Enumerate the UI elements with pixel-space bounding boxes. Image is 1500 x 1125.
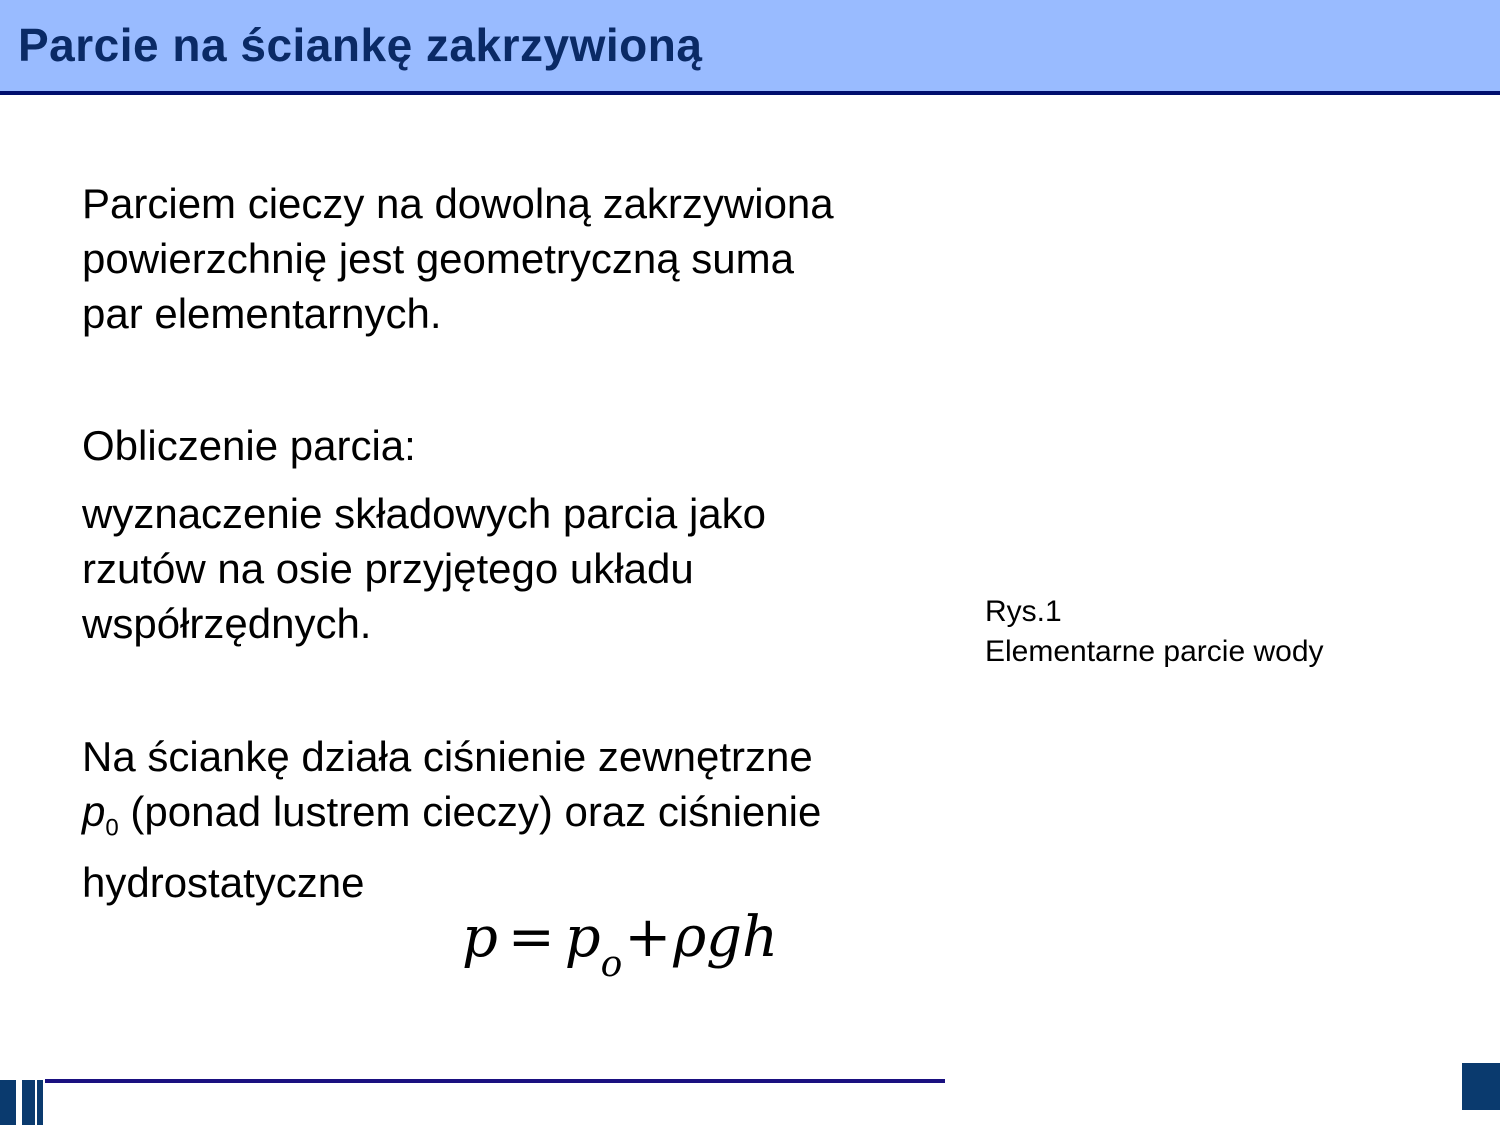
formula-lhs: p <box>462 905 498 970</box>
text-line <box>82 784 942 855</box>
formula-plus: + <box>624 905 672 970</box>
text-line: rzutów na osie przyjętego układu <box>82 545 694 592</box>
caption-text: Elementarne parcie wody <box>985 635 1324 668</box>
text-line: par elementarnych. <box>82 290 442 337</box>
p-subscript: 0 <box>105 814 119 842</box>
text-line: hydrostatyczne <box>82 859 365 907</box>
p-symbol: p <box>82 788 106 835</box>
text-line: wyznaczenie składowych parcia jako <box>82 490 766 537</box>
footer-divider <box>45 1079 945 1083</box>
pressure-formula <box>462 905 779 985</box>
text-line: Na ściankę działa ciśnienie zewnętrzne <box>82 733 813 780</box>
formula-equals: = <box>507 905 555 970</box>
paragraph-pressure <box>82 729 942 910</box>
figure-caption <box>985 592 1324 672</box>
calculation-heading: Obliczenie parcia: <box>82 422 416 469</box>
formula-p0: p <box>564 905 601 970</box>
slide-title: Parcie na ściankę zakrzywioną <box>18 19 703 71</box>
footer-bar <box>37 1080 43 1125</box>
paragraph-definition <box>82 176 942 341</box>
header-divider <box>0 91 1500 95</box>
footer-square <box>1462 1063 1500 1110</box>
text-line: powierzchnię jest geometryczną suma <box>82 235 794 282</box>
footer-bar <box>22 1080 35 1125</box>
text-line: Parciem cieczy na dowolną zakrzywiona <box>82 180 834 227</box>
caption-label: Rys.1 <box>985 595 1062 628</box>
formula-p0-subscript: o <box>600 944 623 985</box>
formula-rhs: ρgh <box>673 905 779 970</box>
text-span: (ponad lustrem cieczy) oraz ciśnienie <box>118 788 822 835</box>
paragraph-calculation <box>82 486 942 651</box>
text-line: współrzędnych. <box>82 600 372 647</box>
footer-bar <box>0 1080 16 1125</box>
